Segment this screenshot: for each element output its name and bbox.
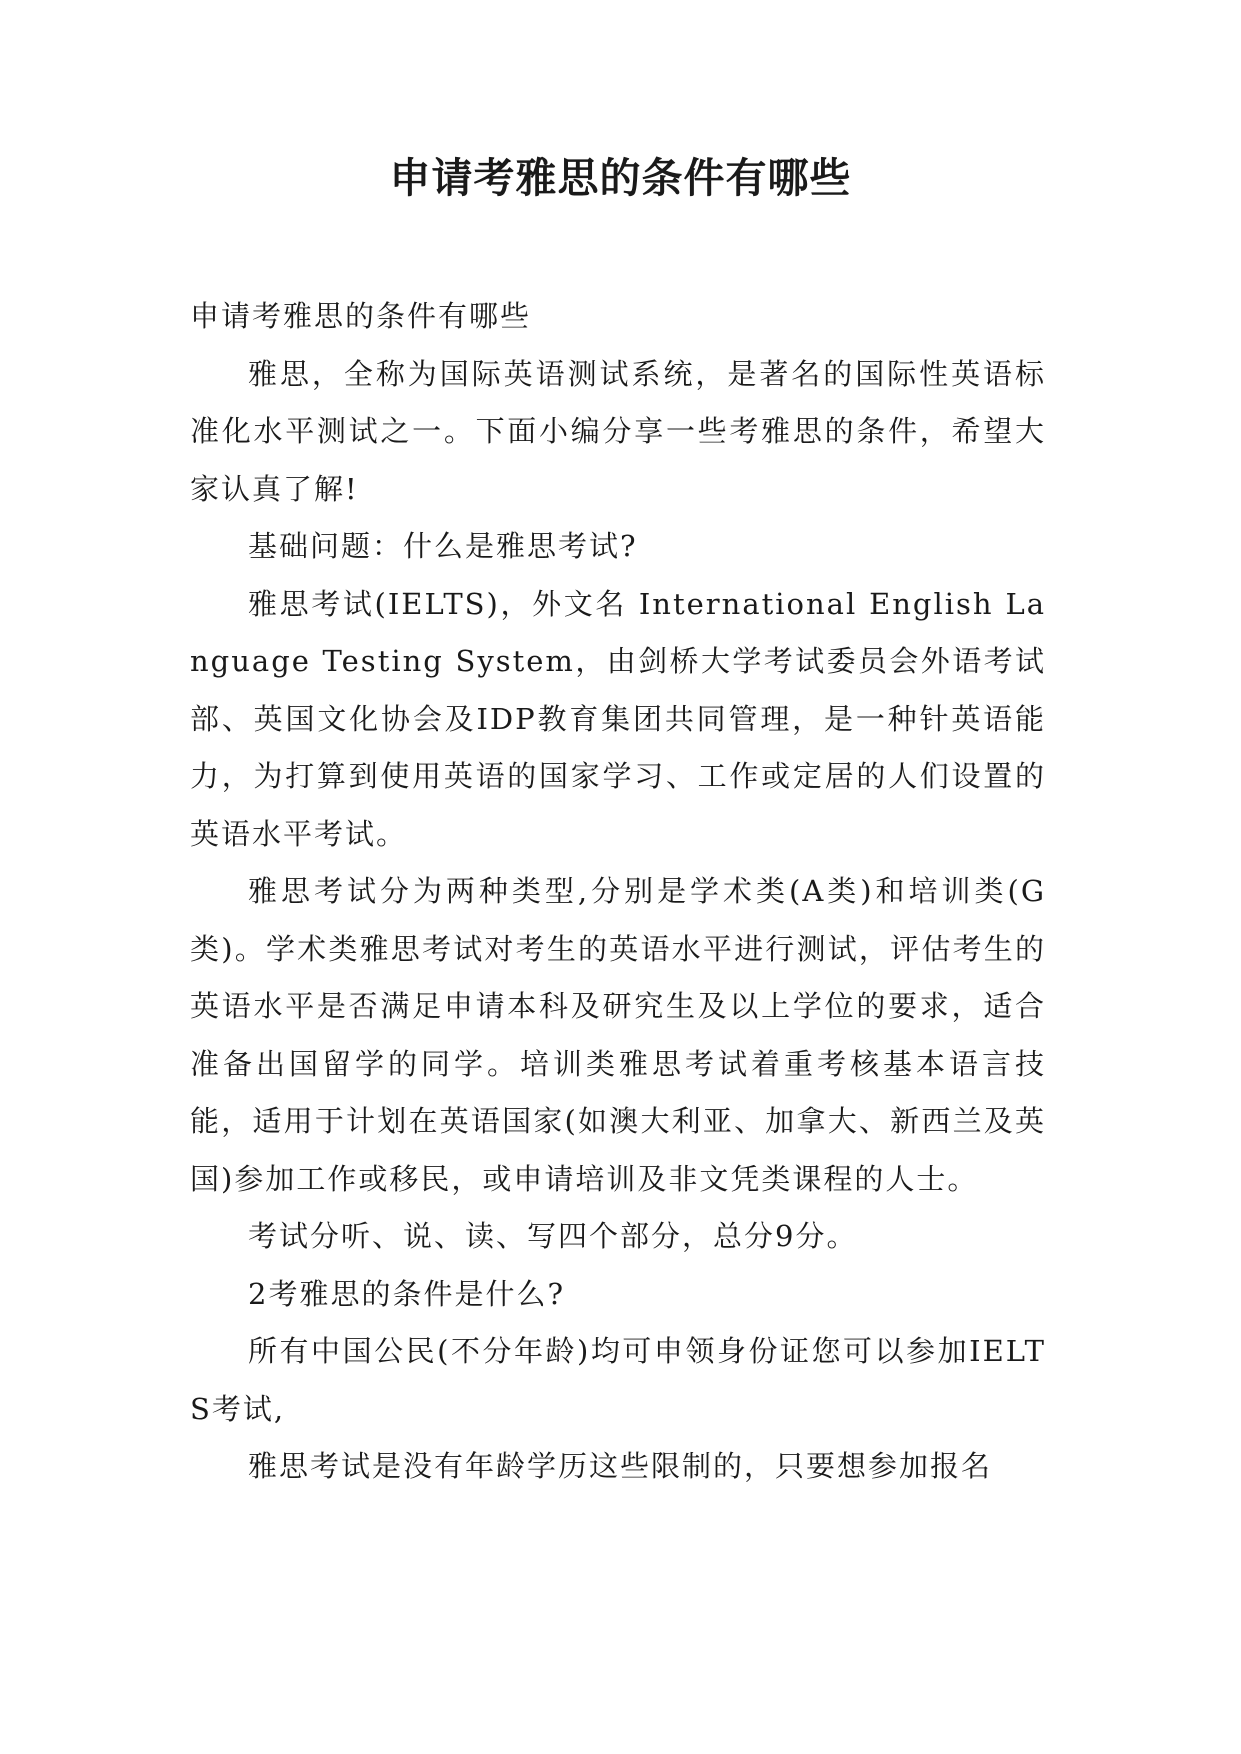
document-title: 申请考雅思的条件有哪些	[389, 154, 852, 202]
paragraph-exam-sections: 考试分听、说、读、写四个部分，总分9分。	[248, 1219, 858, 1253]
paragraph-question-basic: 基础问题：什么是雅思考试?	[248, 529, 638, 563]
paragraph-intro: 雅思，全称为国际英语测试系统，是著名的国际性英语标准化水平测试之一。下面小编分享一些考雅思的条件，希望大家认真了解!	[190, 356, 1046, 506]
paragraph-question-conditions: 2考雅思的条件是什么?	[248, 1276, 565, 1311]
paragraph-ielts-definition: 雅思考试(IELTS)，外文名 International English Language Testing System，由剑桥大学考试委员会外语考试部、英国文化协会及IDP教育集团共同管理，是一种针英语能力，为打算到使用英语的国家学习、工作或定居的人们设置的英语水平考试。	[190, 586, 1046, 851]
paragraph-exam-types: 雅思考试分为两种类型,分别是学术类(A类)和培训类(G类)。学术类雅思考试对考生的英语水平进行测试，评估考生的英语水平是否满足申请本科及研究生及以上学位的要求，适合准备出国留学的同学。培训类雅思考试着重考核基本语言技能，适用于计划在英语国家(如澳大利亚、加拿大、新西兰及英国)参加工作或移民，或申请培训及非文凭类课程的人士。	[190, 874, 1046, 1196]
paragraph-eligibility: 所有中国公民(不分年龄)均可申领身份证您可以参加IELTS考试,	[190, 1334, 1046, 1426]
document-body	[190, 288, 1046, 1496]
paragraph-no-restrictions: 雅思考试是没有年龄学历这些限制的，只要想参加报名	[248, 1449, 993, 1483]
paragraph-subtitle: 申请考雅思的条件有哪些	[190, 299, 532, 333]
